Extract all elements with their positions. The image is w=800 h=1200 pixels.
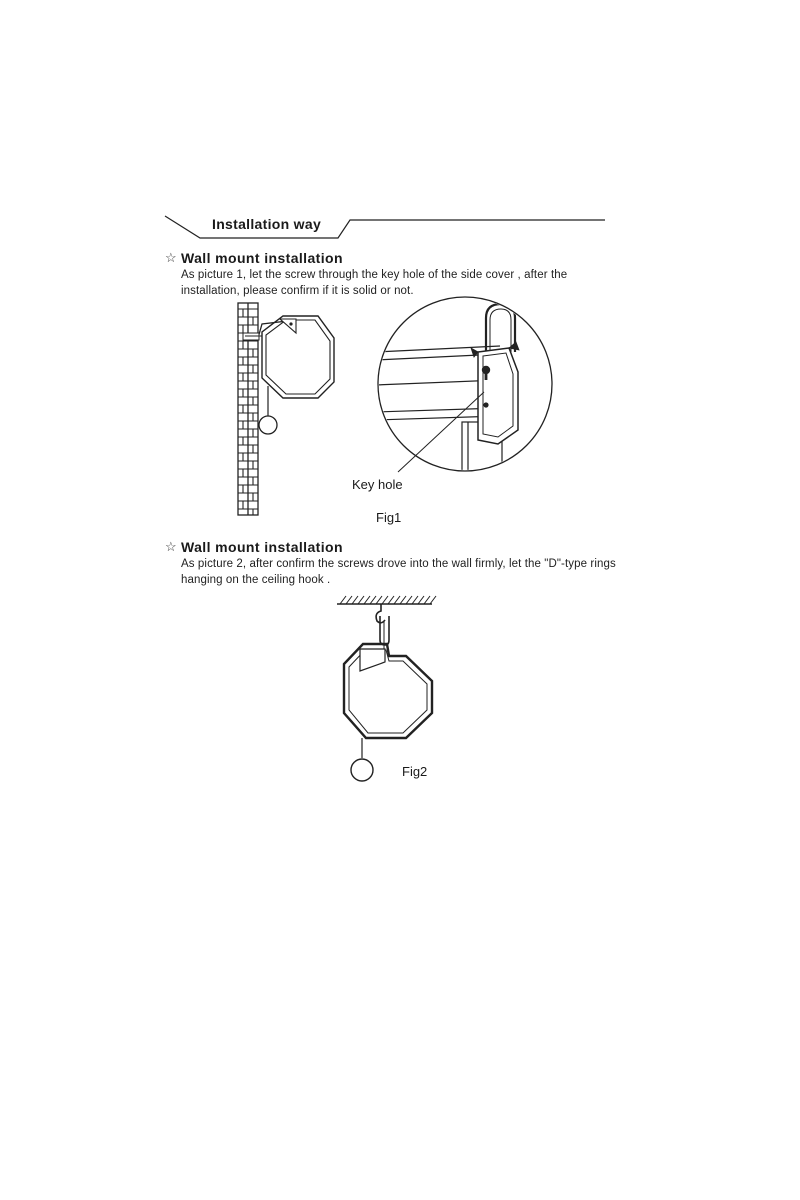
section-header-title: Installation way (212, 216, 322, 232)
section-1-title: Wall mount installation (181, 250, 343, 266)
star-outline-icon: ☆ (165, 250, 177, 265)
section-2-title: Wall mount installation (181, 539, 343, 555)
section-1-text: As picture 1, let the screw through the key hole of the side cover , after the installation, please confirm if it is solid or not. (181, 269, 568, 297)
star-outline-icon: ☆ (165, 539, 177, 554)
fig1-caption: Fig1 (376, 510, 402, 525)
section-2-text: As picture 2, after confirm the screws drove into the wall firmly, let the "D"-type rings hanging on the ceiling hook . (181, 558, 616, 586)
key-hole-callout: Key hole (352, 477, 403, 492)
fig2-caption: Fig2 (402, 764, 428, 779)
